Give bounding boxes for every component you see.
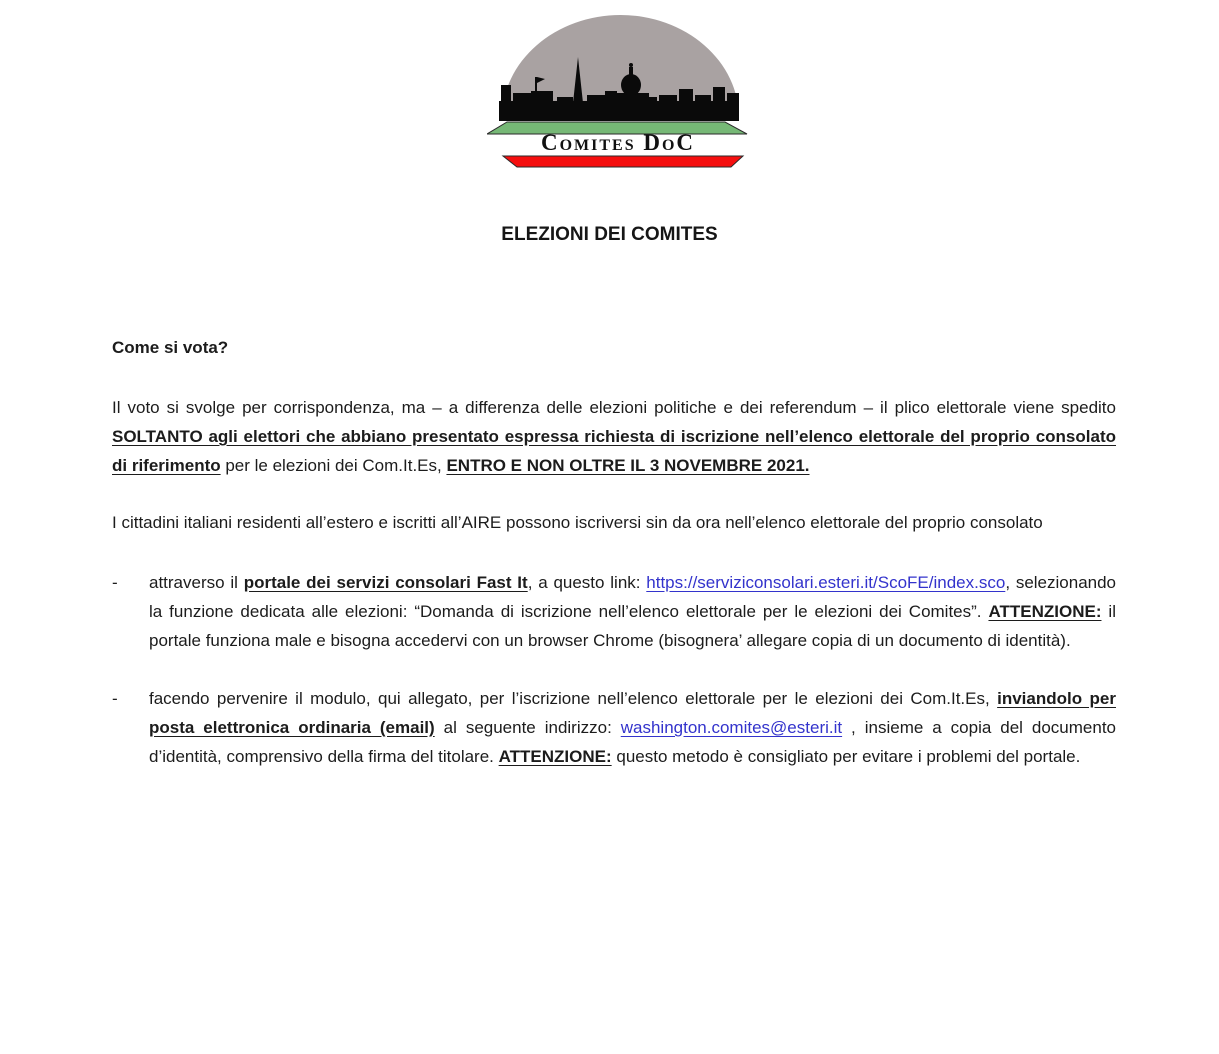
document-title: ELEZIONI DEI COMITES xyxy=(501,224,718,245)
text-run: Il voto si svolge per corrispondenza, ma – a differenza delle elezioni politiche e dei referendum – il plico elettorale viene spedito xyxy=(112,398,1116,417)
paragraph-aire-registration xyxy=(112,508,1116,537)
text-run: , insieme a copia del documento d’identità, comprensivo della firma del titolare. xyxy=(149,718,1116,766)
bullet-marker: - xyxy=(112,573,118,592)
logo-red-band xyxy=(503,156,743,167)
text-run: facendo pervenire il modulo, qui allegato, per l’iscrizione nell’elenco elettorale per le elezioni dei Com.It.Es, xyxy=(149,689,998,708)
logo-text: Comites DoC xyxy=(540,130,696,155)
document-body xyxy=(112,333,1116,800)
comites-logo xyxy=(487,15,749,171)
bullet-marker: - xyxy=(112,689,118,708)
bullet-item-fastit-portal xyxy=(112,568,1116,655)
emphasized-text: ATTENZIONE: xyxy=(988,602,1102,621)
paragraph-voting-procedure xyxy=(112,393,1116,480)
text-run: questo metodo è consigliato per evitare i problemi del portale. xyxy=(611,747,1081,766)
section-heading: Come si vota? xyxy=(112,338,229,357)
fastit-portal-link[interactable]: https://serviziconsolari.esteri.it/ScoFE/index.sco xyxy=(646,573,1006,592)
text-run: il portale funziona male e bisogna accedervi con un browser Chrome (bisognera’ allegare copia di un documento di identità). xyxy=(149,602,1116,650)
text-run: I cittadini italiani residenti all’estero e iscritti all’AIRE possono iscriversi sin da ora nell’elenco elettorale del proprio consolato xyxy=(112,513,1043,532)
bullet-text-fastit xyxy=(149,568,1116,655)
emphasized-text: SOLTANTO agli elettori che abbiano presentato espressa richiesta di iscrizione nell’elenco elettorale del proprio consolato di riferimento xyxy=(112,427,1116,475)
text-run: attraverso il xyxy=(149,573,244,592)
text-run: , selezionando la funzione dedicata alle elezioni: “Domanda di iscrizione nell’elenco elettorale per le elezioni dei Comites”. xyxy=(149,573,1117,621)
emphasized-text: portale dei servizi consolari Fast It xyxy=(243,573,528,592)
emphasized-text: ATTENZIONE: xyxy=(498,747,612,766)
bullet-item-email-form xyxy=(112,684,1116,771)
text-run: , a questo link: xyxy=(527,573,647,592)
text-run: per le elezioni dei Com.It.Es, xyxy=(220,456,447,475)
emphasized-text: ENTRO E NON OLTRE IL 3 NOVEMBRE 2021. xyxy=(446,456,810,475)
comites-email-link[interactable]: washington.comites@esteri.it xyxy=(620,718,843,737)
text-run: al seguente indirizzo: xyxy=(434,718,621,737)
emphasized-text: inviandolo per posta elettronica ordinaria (email) xyxy=(149,689,1116,737)
bullet-text-email xyxy=(149,684,1116,771)
